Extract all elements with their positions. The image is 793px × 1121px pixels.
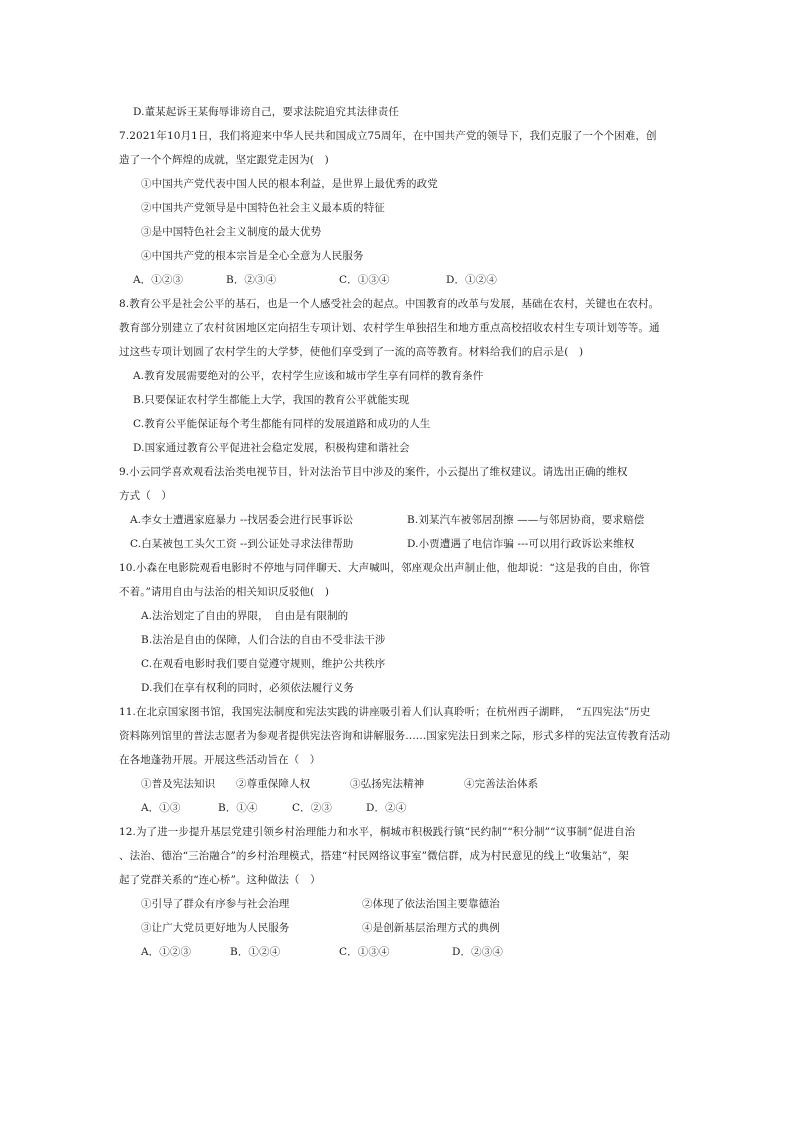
- q7-stem-line-2: 造了一个个辉煌的成就，坚定跟党走因为( ): [119, 154, 329, 166]
- q12-choice-a[interactable]: A．①②③: [141, 946, 192, 958]
- q7-choice-c[interactable]: C．①③④: [339, 274, 390, 286]
- q9-stem-line-2: 方式（ ）: [119, 490, 172, 502]
- q10-option-b[interactable]: B.法治是自由的保障，人们合法的自由不受非法干涉: [141, 634, 386, 646]
- q7-stem-line-1: 7.2021年10月1日，我们将迎来中华人民共和国成立75周年，在中国共产党的领导下，我们克服了一个个困难，创: [119, 130, 657, 142]
- q12-statement-4: ④是创新基层治理方式的典例: [362, 922, 500, 934]
- q12-statement-1: ①引导了群众有序参与社会治理: [141, 898, 290, 910]
- q8-option-b[interactable]: B.只要保证农村学生都能上大学，我国的教育公平就能实现: [133, 394, 410, 406]
- q11-stem-line-3: 在各地蓬勃开展。开展这些活动旨在（ ）: [119, 754, 321, 766]
- q8-option-d[interactable]: D.国家通过教育公平促进社会稳定发展，积极构建和谐社会: [133, 442, 410, 454]
- q9-option-d[interactable]: D.小贾遭遇了电信诈骗 ---可以用行政诉讼来维权: [407, 538, 635, 550]
- q7-choice-d[interactable]: D．①②④: [446, 274, 497, 286]
- q11-choice-a[interactable]: A．①③: [141, 802, 181, 814]
- q7-choice-b[interactable]: B．②③④: [226, 274, 277, 286]
- q9-option-c[interactable]: C.白某被包工头欠工资 --到公证处寻求法律帮助: [130, 538, 354, 550]
- q8-option-a[interactable]: A.教育发展需要绝对的公平，农村学生应该和城市学生享有同样的教育条件: [133, 370, 484, 382]
- q8-stem-line-3: 过这些专项计划圆了农村学生的大学梦，使他们享受到了一流的高等教育。材料给我们的启示是( ): [119, 346, 584, 358]
- q11-stem-line-1: 11.在北京国家图书馆，我国宪法制度和宪法实践的讲座吸引着人们认真聆听；在杭州西子湖畔， “五四宪法”历史: [119, 706, 651, 718]
- q10-stem-line-2: 不着。”请用自由与法治的相关知识反驳他( ): [119, 586, 330, 598]
- q10-option-d[interactable]: D.我们在享有权利的同时，必须依法履行义务: [141, 682, 354, 694]
- q7-statement-2: ②中国共产党领导是中国特色社会主义最本质的特征: [141, 202, 385, 214]
- q12-stem-line-3: 起了党群关系的“连心桥”。这种做法（ ）: [119, 874, 321, 886]
- q7-statement-1: ①中国共产党代表中国人民的根本利益，是世界上最优秀的政党: [141, 178, 438, 190]
- q12-stem-line-1: 12.为了进一步提升基层党建引领乡村治理能力和水平，桐城市积极践行镇“民约制”“积分制”“议事制”促进自治: [119, 826, 636, 838]
- q9-stem-line-1: 9.小云同学喜欢观看法治类电视节目，针对法治节目中涉及的案件，小云提出了维权建议。请选出正确的维权: [119, 466, 628, 478]
- q11-statement-4: ④完善法治体系: [464, 778, 539, 790]
- q11-choice-b[interactable]: B．①④: [218, 802, 258, 814]
- q9-option-a[interactable]: A.李女士遭遇家庭暴力 --找居委会进行民事诉讼: [130, 514, 354, 526]
- q11-statement-2: ②尊重保障人权: [236, 778, 311, 790]
- q8-stem-line-2: 教育部分别建立了农村贫困地区定向招生专项计划、农村学生单独招生和地方重点高校招收农村生专项计划等等。通: [119, 322, 660, 334]
- q12-choice-c[interactable]: C．①③④: [339, 946, 390, 958]
- q12-stem-line-2: 、法治、德治“三治融合”的乡村治理模式，搭建“村民网络议事室”微信群，成为村民意见的线上“收集站”，架: [119, 850, 629, 862]
- q10-stem-line-1: 10.小森在电影院观看电影时不停地与同伴聊天、大声喊叫，邻座观众出声制止他，他却说：“这是我的自由，你管: [119, 562, 651, 574]
- q12-choice-d[interactable]: D．②③④: [452, 946, 503, 958]
- q7-choice-a[interactable]: A．①②③: [133, 274, 184, 286]
- q10-option-c[interactable]: C.在观看电影时我们要自觉遵守规则，维护公共秩序: [141, 658, 386, 670]
- prev-option-d: D.董某起诉王某侮辱诽谤自己，要求法院追究其法律责任: [133, 106, 399, 118]
- q11-choice-c[interactable]: C．②③: [292, 802, 332, 814]
- q7-statement-4: ④中国共产党的根本宗旨是全心全意为人民服务: [141, 250, 364, 262]
- q12-choice-b[interactable]: B．①②④: [230, 946, 281, 958]
- q11-stem-line-2: 资料陈列馆里的普法志愿者为参观者提供宪法咨询和讲解服务……国家宪法日到来之际，形式多样的宪法宣传教育活动: [119, 730, 671, 742]
- q8-stem-line-1: 8.教育公平是社会公平的基石，也是一个人感受社会的起点。中国教育的改革与发展，基础在农村，关键也在农村。: [119, 298, 660, 310]
- q11-statement-1: ①普及宪法知识: [141, 778, 216, 790]
- q11-statement-3: ③弘扬宪法精神: [350, 778, 425, 790]
- q11-choice-d[interactable]: D．②④: [366, 802, 407, 814]
- q7-statement-3: ③是中国特色社会主义制度的最大优势: [141, 226, 322, 238]
- q12-statement-2: ②体现了依法治国主要靠德治: [362, 898, 500, 910]
- q9-option-b[interactable]: B.刘某汽车被邻居刮擦 ——与邻居协商，要求赔偿: [407, 514, 645, 526]
- q12-statement-3: ③让广大党员更好地为人民服务: [141, 922, 290, 934]
- q10-option-a[interactable]: A.法治划定了自由的界限， 自由是有限制的: [141, 610, 349, 622]
- q8-option-c[interactable]: C.教育公平能保证每个考生都能有同样的发展道路和成功的人生: [133, 418, 431, 430]
